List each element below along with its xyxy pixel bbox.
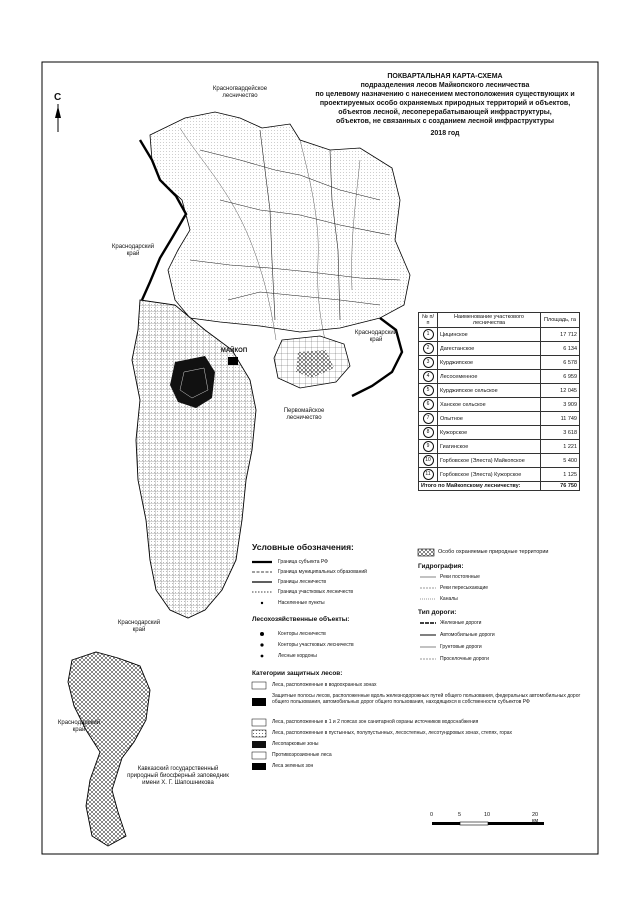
row-area: 11 749 xyxy=(541,412,580,426)
legend-boundary-1: Граница муниципальных образований xyxy=(278,569,367,575)
row-number xyxy=(419,412,438,426)
row-forestry-name: Горбовское (Элеста) Кужорское xyxy=(438,468,541,482)
north-label: С xyxy=(54,92,62,103)
table-total-row xyxy=(419,482,580,491)
legend-road-0: Железные дороги xyxy=(440,620,482,626)
table-row xyxy=(419,468,580,482)
title-line-1: ПОКВАРТАЛЬНАЯ КАРТА-СХЕМА xyxy=(387,73,503,80)
table-row xyxy=(419,384,580,398)
legend-road-2: Грунтовые дороги xyxy=(440,644,482,650)
label-pervomay: Первомайское лесничество xyxy=(283,408,325,421)
title-line-5: объектов лесной, лесоперерабатывающей инфраструктуры, xyxy=(338,109,552,116)
table-row xyxy=(419,454,580,468)
total-area: 76 750 xyxy=(541,482,580,491)
row-forestry-name: Лесосеменное xyxy=(438,370,541,384)
title-line-2: подразделения лесов Майкопского лесничества xyxy=(360,82,530,89)
row-number xyxy=(419,426,438,440)
map-title xyxy=(300,72,590,138)
col-area-header: Площадь, га xyxy=(541,313,580,328)
row-number-badge: 2 xyxy=(423,343,434,354)
row-number-badge: 3 xyxy=(423,357,434,368)
legend-cat-3: Леса, расположенные в пустынных, полупустынных, лесостепных, лесотундровых зонах, степях, горах xyxy=(272,730,513,736)
row-number xyxy=(419,384,438,398)
row-forestry-name: Горбовское (Элеста) Майкопское xyxy=(438,454,541,468)
label-krasnodar-3: Краснодарский край xyxy=(117,620,161,633)
table-row xyxy=(419,370,580,384)
legend-cat-1: Защитные полосы лесов, расположенные вдоль железнодорожных путей общего пользования, федеральных автомобильных дорог общего пользования, автомобильных дорог общего пользования, находящихся в собственности субъектов РФ xyxy=(272,693,581,705)
row-area: 6 134 xyxy=(541,342,580,356)
legend-cat-0: Леса, расположенные в водоохранных зонах xyxy=(272,682,377,688)
row-number-badge: 8 xyxy=(423,427,434,438)
row-area: 5 400 xyxy=(541,454,580,468)
scale-bar-graphic xyxy=(432,822,544,825)
legend-forest-1: Конторы участковых лесничеств xyxy=(278,642,354,648)
table-row xyxy=(419,356,580,370)
legend-heading: Условные обозначения: xyxy=(252,542,354,552)
scale-tick-10: 10 xyxy=(484,812,491,818)
row-number xyxy=(419,328,438,342)
title-line-4: проектируемых особо охраняемых природных территорий и объектов, xyxy=(319,100,571,107)
maykop-marker xyxy=(228,357,238,365)
row-area: 3 618 xyxy=(541,426,580,440)
table-row xyxy=(419,328,580,342)
row-number xyxy=(419,342,438,356)
label-reserve: Кавказский государственный природный биосферный заповедник имени Х. Г. Шапошникова xyxy=(127,766,229,786)
legend-boundary-0: Граница субъекта РФ xyxy=(278,559,328,565)
label-krasnogvard: Красногвардейское лесничество xyxy=(212,86,268,99)
legend-boundary-3: Граница участковых лесничеств xyxy=(278,589,353,595)
legend-hydro-heading: Гидрография: xyxy=(418,563,464,570)
inset-area xyxy=(68,652,150,846)
scale-tick-5: 5 xyxy=(458,812,462,818)
legend-cat-5: Противоэрозионные леса xyxy=(272,752,332,758)
scale-tick-20: 20 км xyxy=(532,812,539,824)
label-krasnodar-4: Краснодарский край xyxy=(57,720,101,733)
row-forestry-name: Кужорское xyxy=(438,426,541,440)
label-krasnodar-2: Краснодарский край xyxy=(354,330,398,343)
row-forestry-name: Гиагинское xyxy=(438,440,541,454)
title-year: 2018 год xyxy=(430,130,460,137)
table-row xyxy=(419,426,580,440)
legend-road-3: Проселочные дороги xyxy=(440,656,489,662)
table-row xyxy=(419,398,580,412)
title-line-6: объектов, не связанных с созданием лесной инфраструктуры xyxy=(336,118,554,125)
row-forestry-name: Ханское сельское xyxy=(438,398,541,412)
row-area: 17 712 xyxy=(541,328,580,342)
row-forestry-name: Курджипское xyxy=(438,356,541,370)
total-label: Итого по Майкопскому лесничеству: xyxy=(419,482,541,491)
row-number xyxy=(419,440,438,454)
row-area: 6 959 xyxy=(541,370,580,384)
table-row xyxy=(419,342,580,356)
legend-cat-6: Леса зеленых зон xyxy=(272,763,314,769)
row-number xyxy=(419,398,438,412)
col-num-header: № п/п xyxy=(419,313,438,328)
legend-boundary-2: Границы лесничеств xyxy=(278,579,326,585)
legend-road-heading: Тип дороги: xyxy=(418,609,457,616)
row-number xyxy=(419,370,438,384)
table-header-row xyxy=(419,313,580,328)
table-row xyxy=(419,440,580,454)
row-number xyxy=(419,468,438,482)
legend-cat-2: Леса, расположенные в 1 и 2 поясах зон санитарной охраны источников водоснабжения xyxy=(272,719,479,725)
legend-boundary-4: Населенные пункты xyxy=(278,600,325,606)
legend-forest-2: Лесные кордоны xyxy=(278,653,317,659)
table-body xyxy=(419,328,580,482)
row-number-badge: 9 xyxy=(423,441,434,452)
row-area: 12 045 xyxy=(541,384,580,398)
north-arrow-icon xyxy=(55,104,61,132)
legend-protected: Особо охраняемые природные территории xyxy=(438,549,549,555)
row-number-badge: 6 xyxy=(423,399,434,410)
row-number-badge: 10 xyxy=(423,455,434,466)
row-area: 1 125 xyxy=(541,468,580,482)
scale-tick-0: 0 xyxy=(430,812,434,818)
legend-cat-4: Лесопарковые зоны xyxy=(272,741,319,747)
row-area: 1 221 xyxy=(541,440,580,454)
row-number xyxy=(419,454,438,468)
legend-forest-heading: Лесохозяйственные объекты: xyxy=(252,616,350,623)
legend-hydro-1: Реки пересыхающие xyxy=(440,585,489,591)
legend-hydro-0: Реки постоянные xyxy=(440,574,480,580)
row-number-badge: 1 xyxy=(423,329,434,340)
row-area: 3 909 xyxy=(541,398,580,412)
forest-area-north-texture xyxy=(150,112,410,332)
col-name-header: Наименование участкового лесничества xyxy=(438,313,541,328)
legend-road-1: Автомобильные дороги xyxy=(440,632,495,638)
row-forestry-name: Цицинское xyxy=(438,328,541,342)
legend-hydro-2: Каналы xyxy=(440,596,458,602)
row-forestry-name: Курджипское сельское xyxy=(438,384,541,398)
forestry-area-table xyxy=(418,312,580,491)
label-krasnodar-1: Краснодарский край xyxy=(111,244,155,257)
row-number-badge: 7 xyxy=(423,413,434,424)
row-forestry-name: Дагестанское xyxy=(438,342,541,356)
row-number-badge: 4 xyxy=(423,371,434,382)
row-number-badge: 11 xyxy=(423,469,434,480)
label-maykop: МАЙКОП xyxy=(220,348,248,354)
table-row xyxy=(419,412,580,426)
row-area: 6 578 xyxy=(541,356,580,370)
legend-forest-0: Конторы лесничеств xyxy=(278,631,326,637)
title-line-3: по целевому назначению с нанесением местоположения существующих и xyxy=(315,91,575,98)
row-number-badge: 5 xyxy=(423,385,434,396)
row-forestry-name: Опытное xyxy=(438,412,541,426)
row-number xyxy=(419,356,438,370)
legend-cat-heading: Категории защитных лесов: xyxy=(252,670,343,677)
